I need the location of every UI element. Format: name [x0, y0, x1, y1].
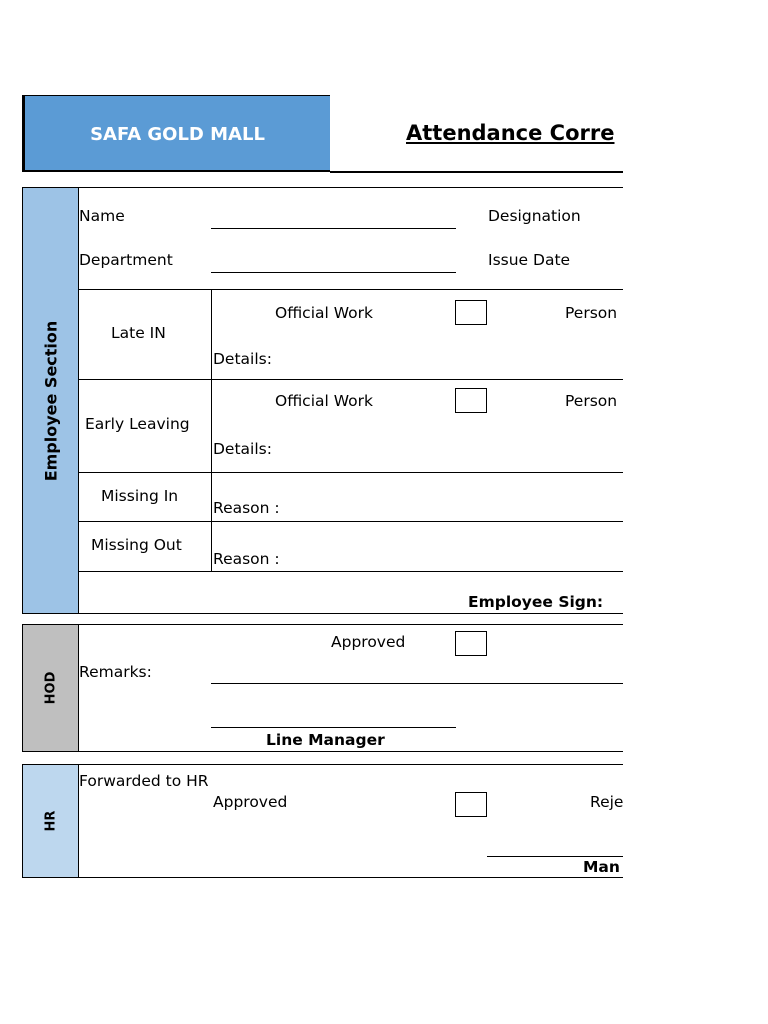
employee-sign-label: Employee Sign:	[468, 593, 604, 611]
grid-line	[78, 571, 623, 572]
department-field[interactable]	[211, 272, 456, 273]
grid-line	[78, 379, 623, 380]
missing-out-reason-label: Reason :	[213, 550, 280, 568]
late-in-official-work-label: Official Work	[275, 304, 373, 322]
hr-section-label: HR	[22, 764, 79, 878]
late-in-official-work-checkbox[interactable]	[455, 300, 487, 325]
hod-remarks-field[interactable]	[211, 683, 623, 684]
late-in-personal-label: Person	[565, 304, 618, 322]
early-leaving-official-work-label: Official Work	[275, 392, 373, 410]
hod-approved-checkbox[interactable]	[455, 631, 487, 656]
hod-section-label: HOD	[22, 624, 79, 752]
hr-rejected-label: Reje	[590, 793, 624, 811]
grid-line	[78, 289, 623, 290]
hod-bottom-border	[78, 751, 623, 752]
company-name: SAFA GOLD MALL	[90, 124, 265, 145]
hod-remarks-label: Remarks:	[79, 663, 152, 681]
missing-in-label: Missing In	[101, 487, 179, 505]
hr-approved-checkbox[interactable]	[455, 792, 487, 817]
grid-line	[78, 472, 623, 473]
manager-label: Man	[583, 858, 620, 876]
employee-section-label: Employee Section	[22, 187, 79, 614]
forwarded-to-hr-label: Forwarded to HR	[79, 772, 209, 790]
employee-bottom-border	[78, 613, 623, 614]
line-manager-label: Line Manager	[266, 731, 385, 749]
name-field[interactable]	[211, 228, 456, 229]
form-title: Attendance Corre	[406, 121, 615, 145]
late-in-label: Late IN	[111, 324, 166, 342]
grid-line	[211, 289, 212, 571]
department-label: Department	[79, 251, 173, 269]
grid-line	[78, 521, 623, 522]
hod-top-border	[78, 624, 623, 625]
late-in-details-label: Details:	[213, 350, 272, 368]
line-manager-signature-line[interactable]	[211, 727, 456, 728]
manager-signature-line[interactable]	[487, 856, 623, 857]
early-leaving-personal-label: Person	[565, 392, 618, 410]
early-leaving-details-label: Details:	[213, 440, 272, 458]
hr-approved-label: Approved	[213, 793, 288, 811]
name-label: Name	[79, 207, 125, 225]
hod-approved-label: Approved	[331, 633, 406, 651]
early-leaving-official-work-checkbox[interactable]	[455, 388, 487, 413]
hr-top-border	[78, 764, 623, 765]
company-banner	[22, 95, 330, 172]
employee-top-border	[78, 187, 623, 188]
header-underline	[330, 171, 623, 173]
issue-date-label: Issue Date	[488, 251, 571, 269]
early-leaving-label: Early Leaving	[85, 415, 190, 433]
designation-label: Designation	[488, 207, 581, 225]
hr-bottom-border	[78, 877, 623, 878]
missing-out-label: Missing Out	[91, 536, 182, 554]
missing-in-reason-label: Reason :	[213, 499, 280, 517]
